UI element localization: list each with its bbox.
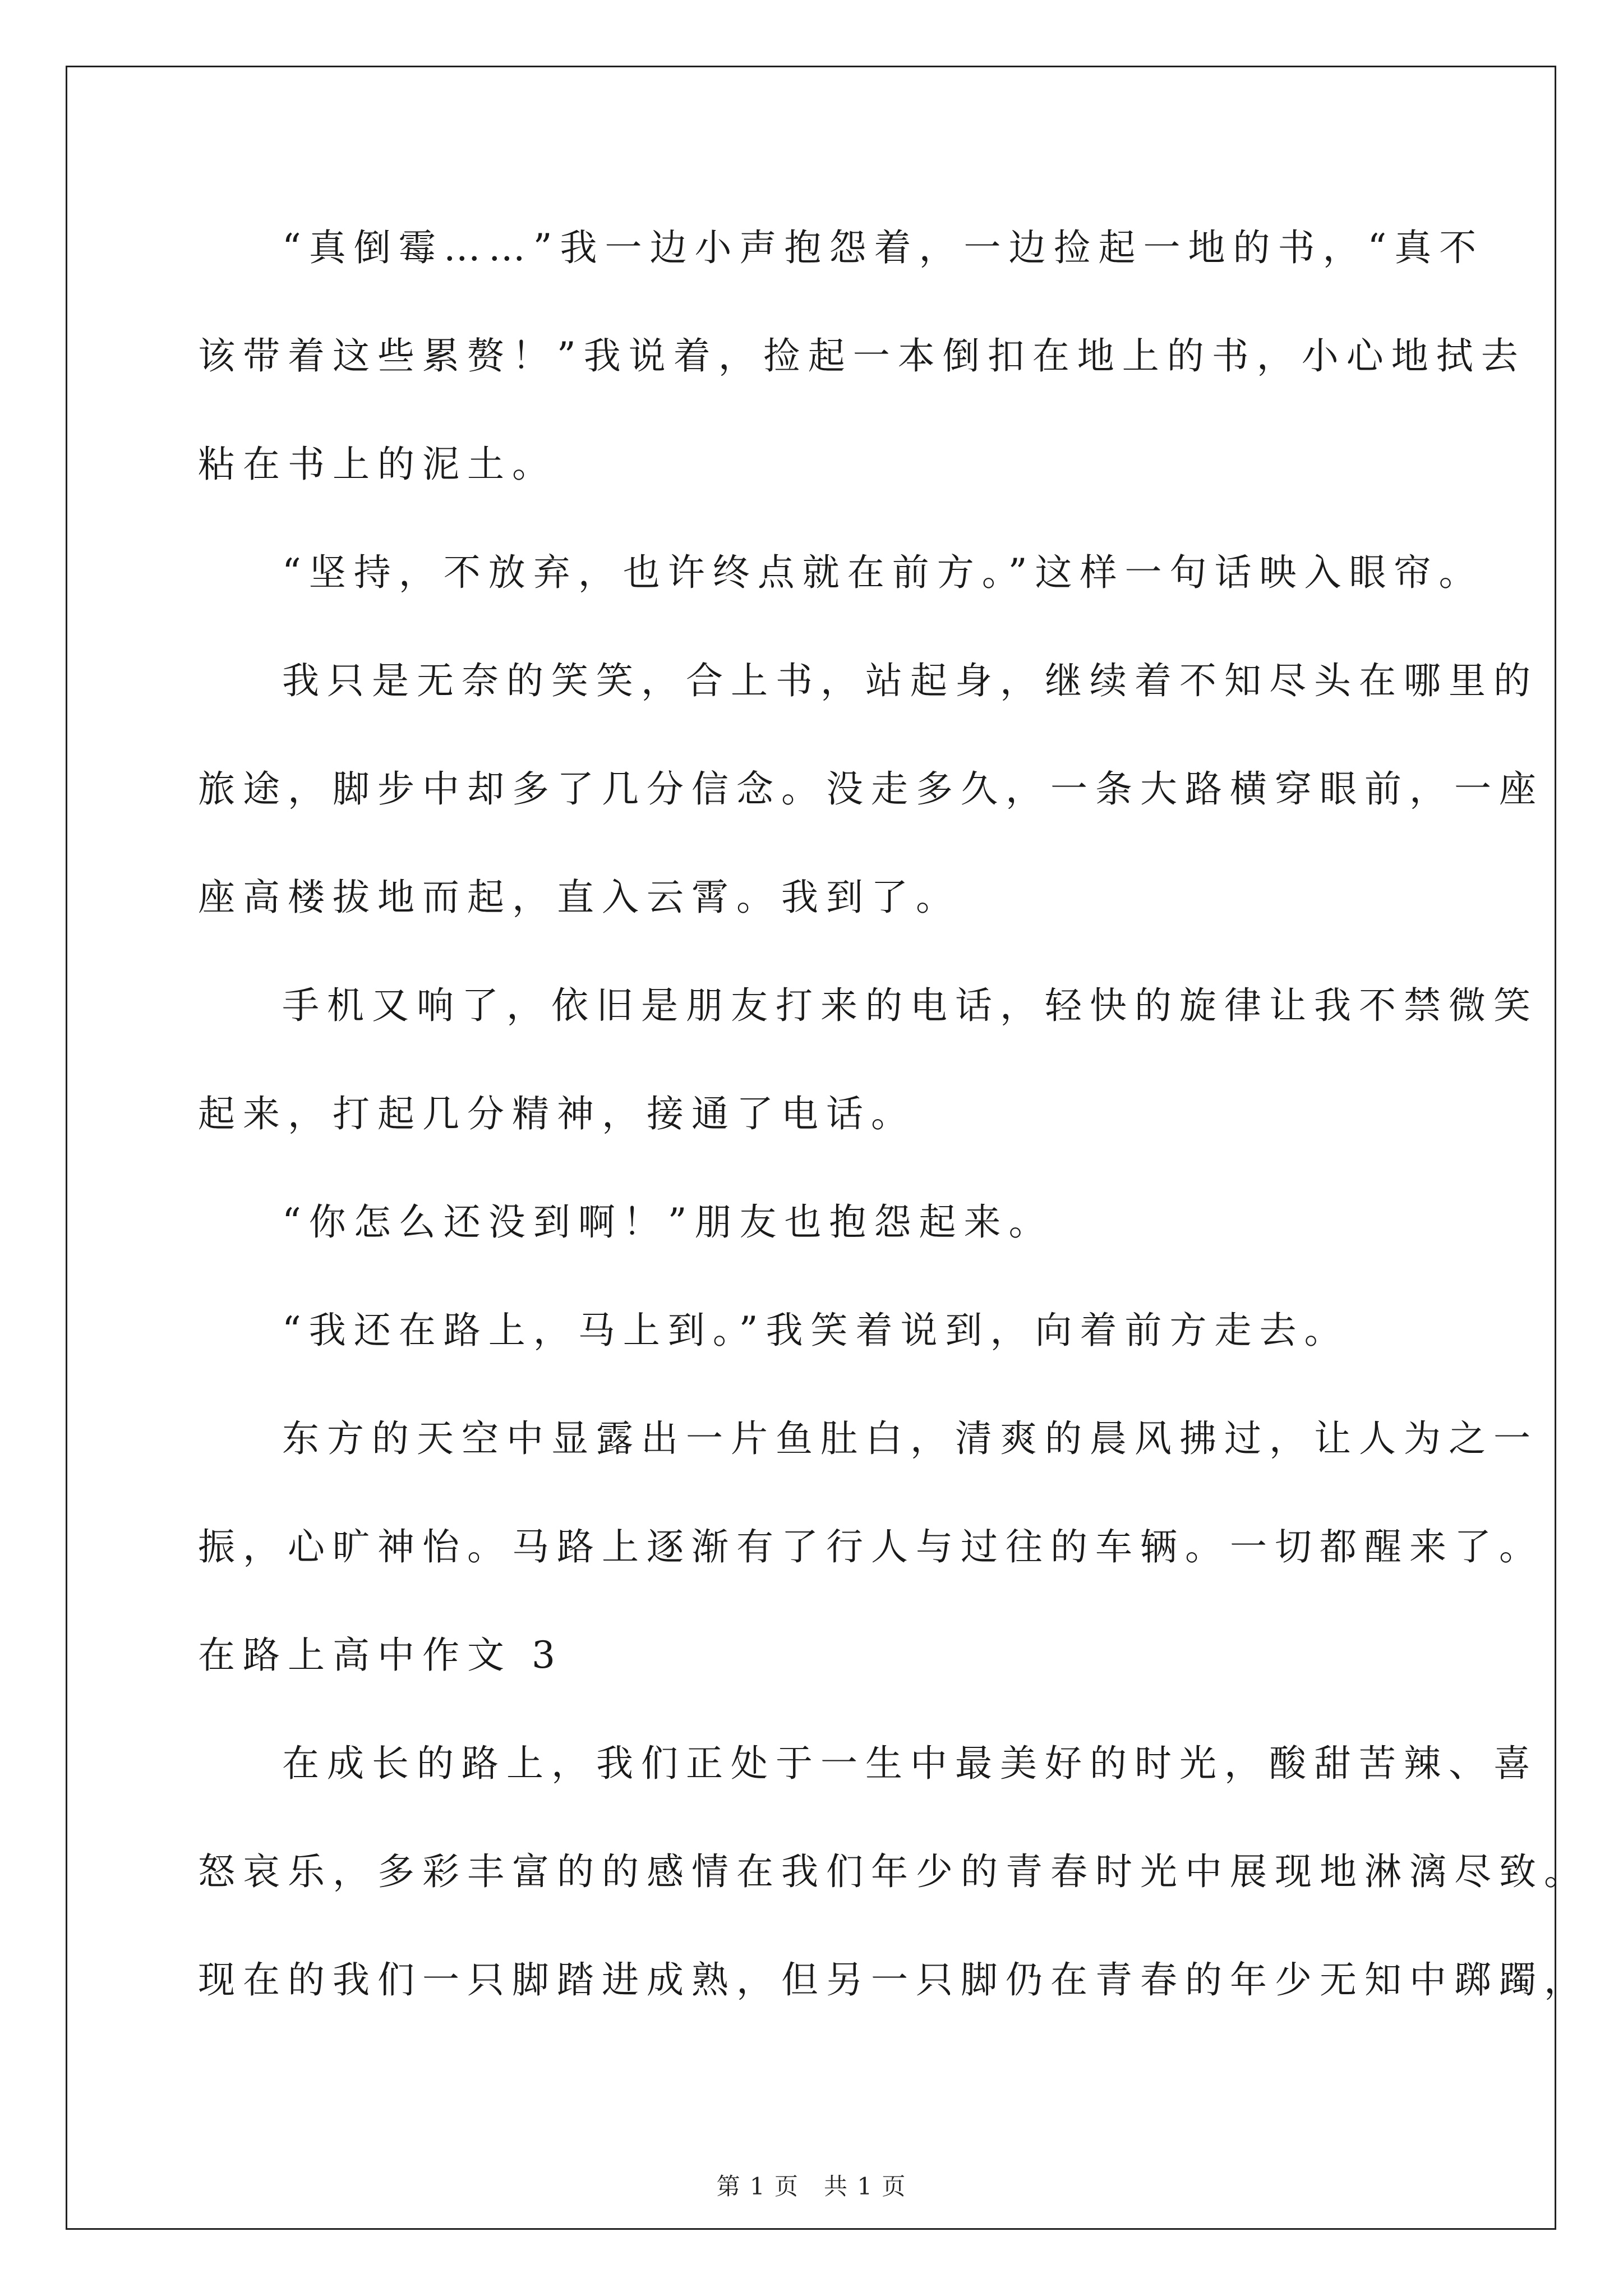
- paragraph-line: 在成长的路上，我们正处于一生中最美好的时光，酸甜苦辣、喜: [282, 1742, 1538, 1785]
- paragraph-line: 怒哀乐，多彩丰富的的感情在我们年少的青春时光中展现地淋漓尽致。: [198, 1850, 1589, 1893]
- page-number-footer: 第 1 页 共 1 页: [716, 2173, 907, 2200]
- paragraph-line: “坚持，不放弃，也许终点就在前方。”这样一句话映入眼帘。: [282, 551, 1484, 594]
- paragraph-line: 该带着这些累赘！”我说着，捡起一本倒扣在地上的书，小心地拭去: [198, 334, 1526, 378]
- paragraph-line: 起来，打起几分精神，接通了电话。: [198, 1092, 916, 1135]
- paragraph-line: 粘在书上的泥土。: [198, 443, 557, 486]
- paragraph-line: 我只是无奈的笑笑，合上书，站起身，继续着不知尽头在哪里的: [282, 659, 1538, 702]
- paragraph-line: 座高楼拔地而起，直入云霄。我到了。: [198, 876, 961, 919]
- paragraph-line: “我还在路上，马上到。”我笑着说到，向着前方走去。: [282, 1309, 1349, 1352]
- paragraph-line: 振，心旷神怡。马路上逐渐有了行人与过往的车辆。一切都醒来了。: [198, 1525, 1544, 1568]
- paragraph-line: 旅途，脚步中却多了几分信念。没走多久，一条大路横穿眼前，一座: [198, 767, 1544, 811]
- page-border: [66, 66, 1556, 2230]
- paragraph-line: “真倒霉……”我一边小声抱怨着，一边捡起一地的书，“真不: [282, 226, 1484, 269]
- paragraph-line: 手机又响了，依旧是朋友打来的电话，轻快的旋律让我不禁微笑: [282, 984, 1538, 1027]
- section-heading: 在路上高中作文 3: [198, 1634, 563, 1677]
- paragraph-line: 现在的我们一只脚踏进成熟，但另一只脚仍在青春的年少无知中踯躅，: [198, 1958, 1589, 2001]
- paragraph-line: “你怎么还没到啊！”朋友也抱怨起来。: [282, 1200, 1054, 1244]
- paragraph-line: 东方的天空中显露出一片鱼肚白，清爽的晨风拂过，让人为之一: [282, 1417, 1538, 1460]
